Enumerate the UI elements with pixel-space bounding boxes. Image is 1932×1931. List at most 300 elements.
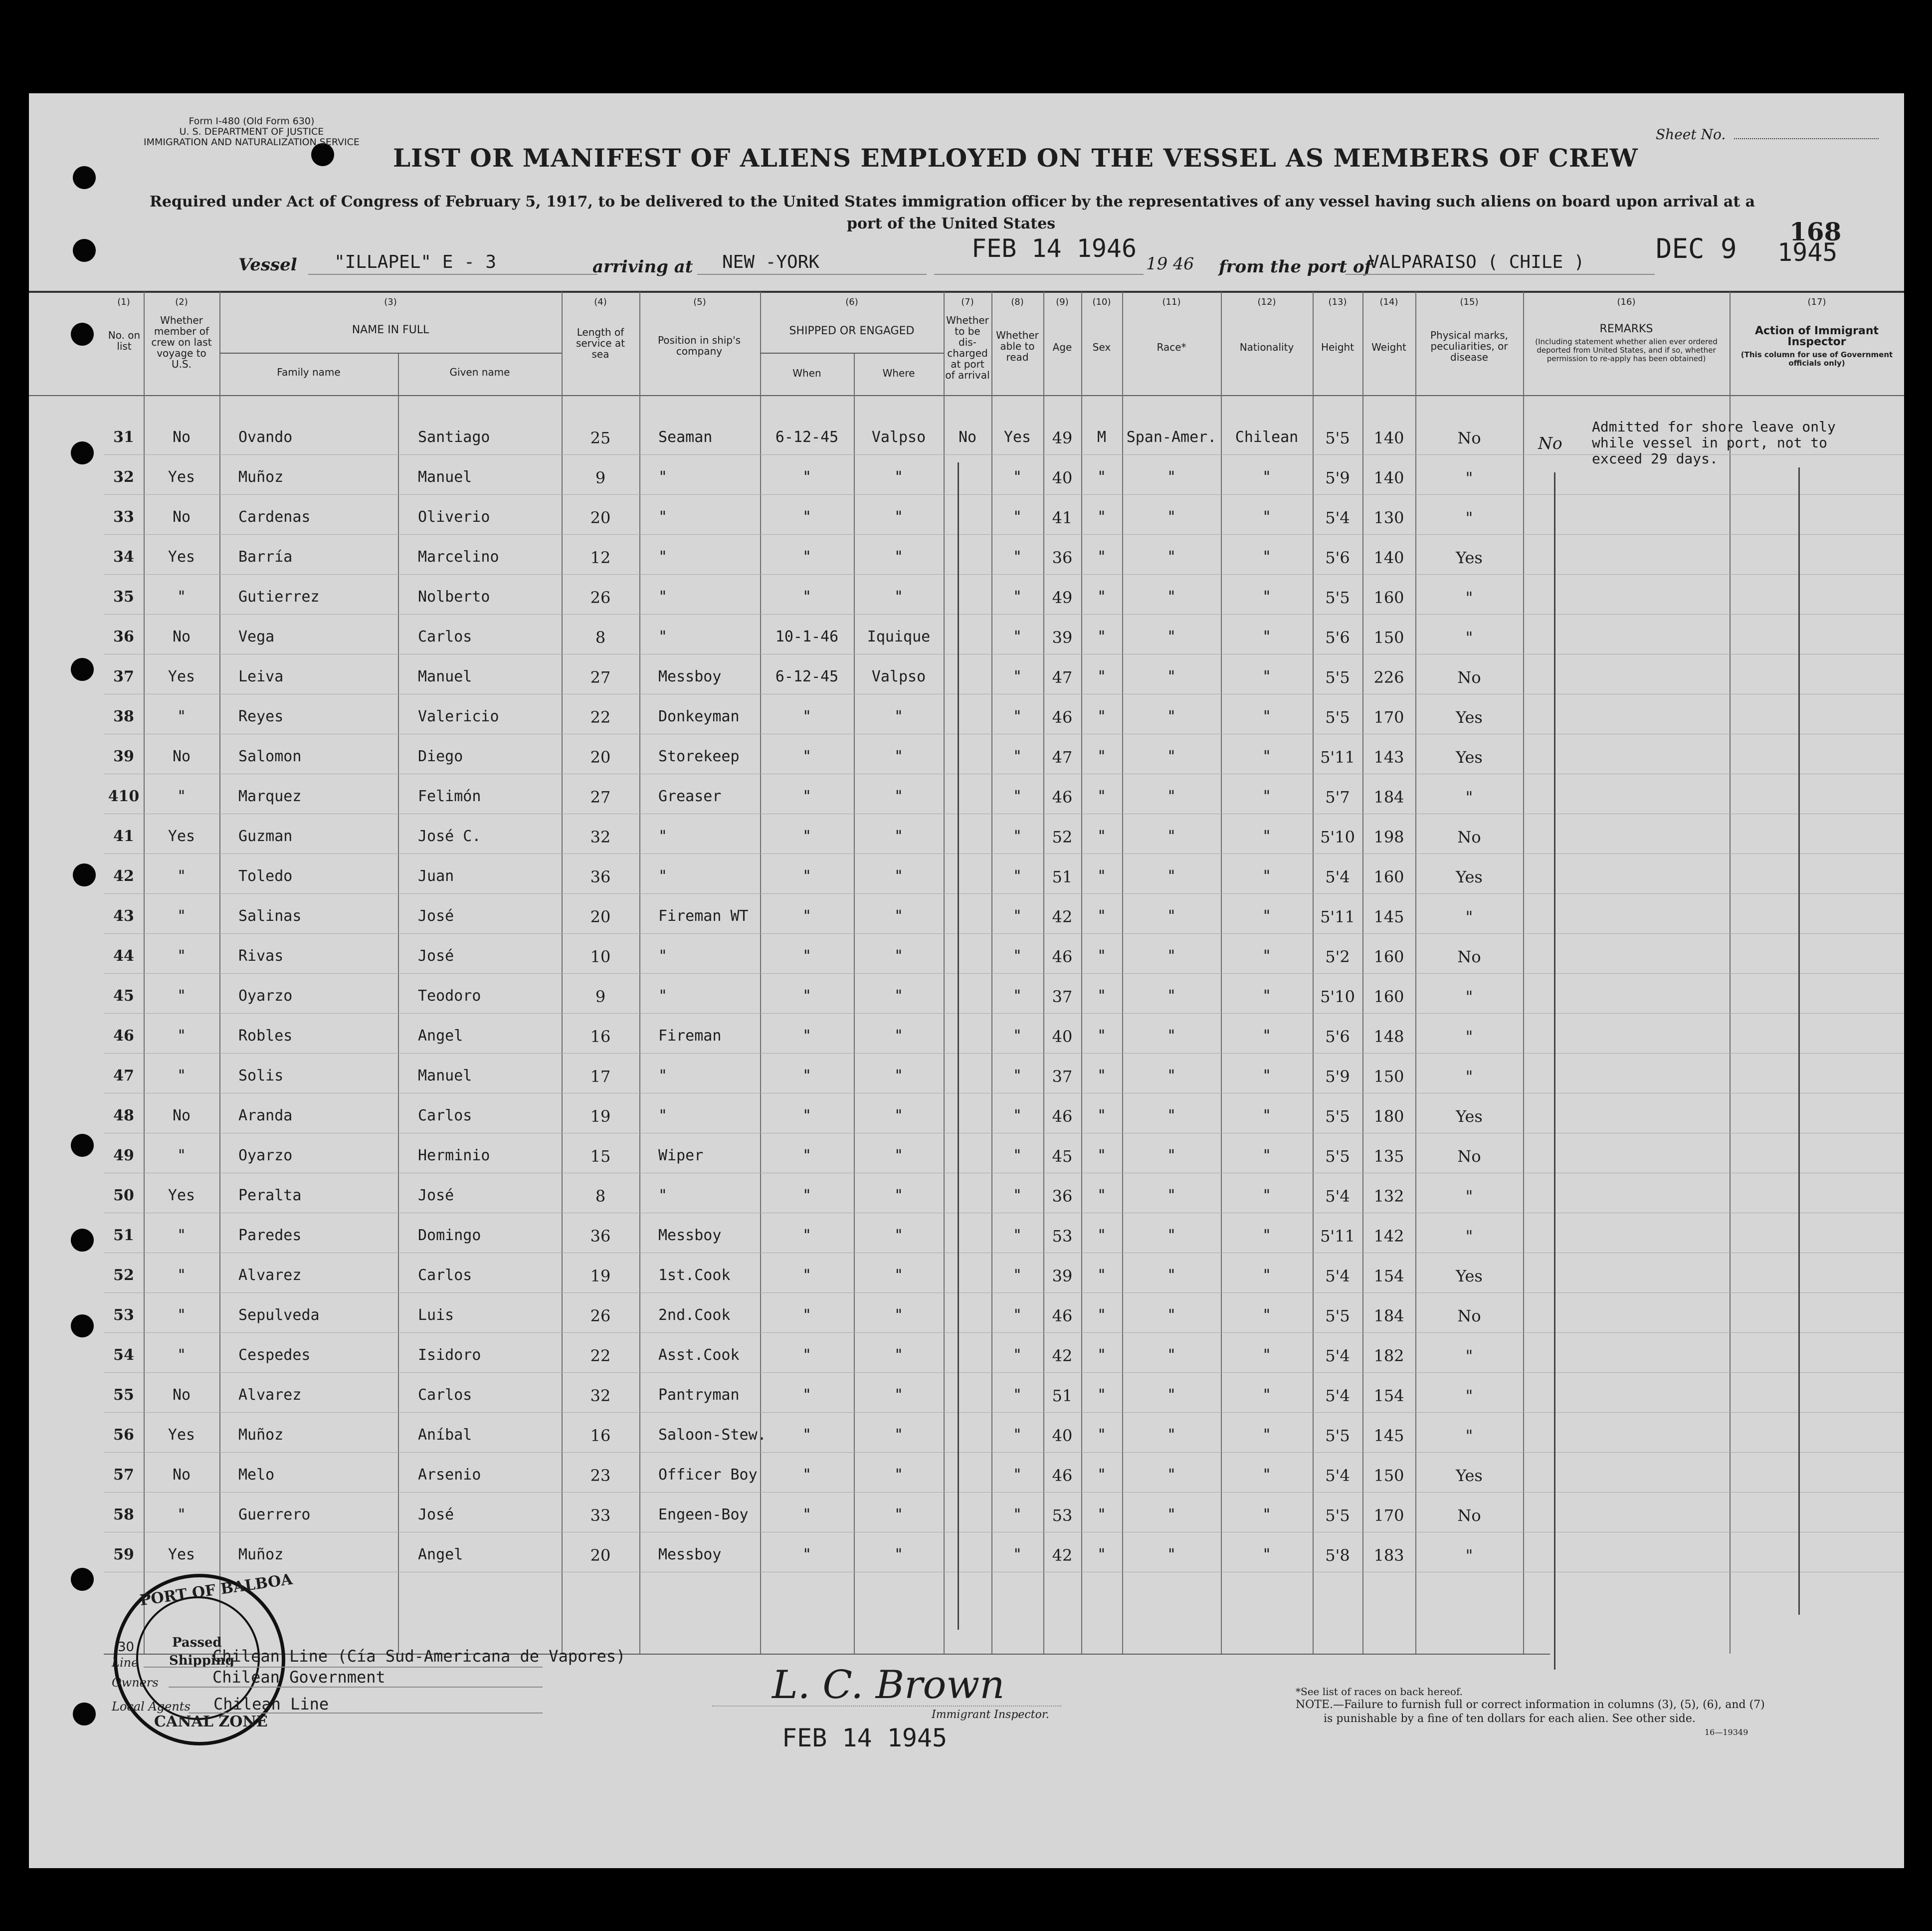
position-cell: Greaser xyxy=(658,788,722,805)
table-row xyxy=(29,1426,1525,1456)
race-cell: " xyxy=(1166,867,1176,885)
physical-marks-cell: " xyxy=(1465,1067,1473,1086)
length-service-cell: 8 xyxy=(595,1187,606,1206)
height-cell: 5'5 xyxy=(1325,1506,1350,1525)
weight-cell: 150 xyxy=(1373,1067,1404,1086)
table-row xyxy=(29,1187,1525,1217)
able-to-read-cell: " xyxy=(1012,947,1022,965)
family-name-cell: Peralta xyxy=(238,1187,302,1204)
col-num: (7) xyxy=(961,297,974,307)
arriving-value: NEW -YORK xyxy=(722,252,820,272)
age-cell: 42 xyxy=(1052,1546,1073,1565)
family-name-cell: Rivas xyxy=(238,947,284,965)
table-row xyxy=(29,1107,1525,1137)
inspector-signature: L. C. Brown xyxy=(772,1663,1005,1708)
height-cell: 5'6 xyxy=(1325,1027,1350,1046)
page-title: LIST OR MANIFEST OF ALIENS EMPLOYED ON THE VESSEL AS MEMBERS OF CREW xyxy=(393,143,1638,173)
table-row xyxy=(29,987,1525,1017)
member-last-voyage-cell: " xyxy=(177,708,187,725)
member-last-voyage-cell: Yes xyxy=(168,548,195,566)
length-service-cell: 20 xyxy=(590,907,611,926)
shipped-where-cell: Valpso xyxy=(871,429,926,446)
col-action-note: (This column for use of Government officials only) xyxy=(1740,350,1893,368)
table-row xyxy=(29,1546,1525,1576)
remarks-line-3: exceed 29 days. xyxy=(1592,450,1718,467)
col-num: (11) xyxy=(1162,297,1181,307)
family-name-cell: Muñoz xyxy=(238,1426,284,1444)
given-name-cell: Marcelino xyxy=(418,548,499,566)
position-cell: Officer Boy xyxy=(658,1466,758,1484)
col-sex: Sex xyxy=(1092,341,1111,353)
family-name-cell: Cardenas xyxy=(238,508,311,526)
given-name-cell: Oliverio xyxy=(418,508,490,526)
member-last-voyage-cell: " xyxy=(177,1147,187,1164)
weight-cell: 148 xyxy=(1373,1027,1404,1046)
binder-hole xyxy=(71,323,94,346)
member-last-voyage-cell: " xyxy=(177,1027,187,1045)
able-to-read-cell: Yes xyxy=(1003,429,1031,446)
col-whether-member: Whether member of crew on last voyage to U.S. xyxy=(151,314,212,370)
nationality-cell: " xyxy=(1262,1147,1272,1164)
able-to-read-cell: " xyxy=(1012,1346,1022,1364)
table-row xyxy=(29,508,1525,538)
length-service-cell: 19 xyxy=(590,1267,611,1286)
from-underline xyxy=(1346,274,1655,275)
length-service-cell: 16 xyxy=(590,1426,611,1445)
race-cell: " xyxy=(1166,1027,1176,1045)
height-cell: 5'11 xyxy=(1320,1227,1355,1246)
shipped-where-cell: " xyxy=(894,1067,904,1084)
given-name-cell: Carlos xyxy=(418,628,472,645)
race-cell: " xyxy=(1166,907,1176,925)
sex-cell: " xyxy=(1097,987,1107,1005)
sex-cell: " xyxy=(1097,508,1107,526)
age-cell: 47 xyxy=(1052,748,1073,767)
able-to-read-cell: " xyxy=(1012,1506,1022,1523)
shipped-when-cell: " xyxy=(802,1306,812,1324)
last-line-number: 30 xyxy=(118,1640,135,1655)
footer-note-2: NOTE.—Failure to furnish full or correct information in columns (3), (5), (6), and (7) xyxy=(1296,1699,1765,1711)
nationality-cell: " xyxy=(1262,708,1272,725)
height-cell: 5'7 xyxy=(1325,788,1350,807)
col-length-service: Length of service at sea xyxy=(576,326,625,360)
weight-cell: 184 xyxy=(1373,788,1404,807)
age-cell: 46 xyxy=(1052,708,1073,727)
vessel-value: "ILLAPEL" E - 3 xyxy=(334,252,497,272)
length-service-cell: 22 xyxy=(590,708,611,727)
weight-cell: 182 xyxy=(1373,1346,1404,1365)
sheet-number-line xyxy=(1734,138,1879,139)
position-cell: " xyxy=(658,987,668,1005)
table-row xyxy=(29,828,1525,858)
physical-marks-cell: Yes xyxy=(1456,548,1483,567)
row-rule xyxy=(104,1452,1904,1453)
family-name-cell: Muñoz xyxy=(238,468,284,486)
race-cell: " xyxy=(1166,1147,1176,1164)
age-cell: 51 xyxy=(1052,867,1073,886)
table-top-line xyxy=(29,291,1904,293)
weight-cell: 140 xyxy=(1373,468,1404,487)
length-service-cell: 19 xyxy=(590,1107,611,1126)
table-row xyxy=(29,1466,1525,1496)
col-nationality: Nationality xyxy=(1239,341,1294,353)
row-rule xyxy=(104,534,1904,535)
position-cell: Pantryman xyxy=(658,1386,740,1404)
given-name-cell: José C. xyxy=(418,828,481,845)
given-name-cell: Domingo xyxy=(418,1227,481,1244)
able-to-read-cell: " xyxy=(1012,1546,1022,1563)
able-to-read-cell: " xyxy=(1012,828,1022,845)
member-last-voyage-cell: Yes xyxy=(168,1187,195,1204)
length-service-cell: 20 xyxy=(590,748,611,767)
table-row xyxy=(29,748,1525,778)
nationality-cell: " xyxy=(1262,1227,1272,1244)
col-num: (4) xyxy=(594,297,607,307)
year-right: 1945 xyxy=(1777,238,1838,267)
position-cell: 1st.Cook xyxy=(658,1267,731,1284)
col-num: (12) xyxy=(1257,297,1276,307)
able-to-read-cell: " xyxy=(1012,1466,1022,1484)
member-last-voyage-cell: " xyxy=(177,1346,187,1364)
vessel-label: Vessel xyxy=(238,255,297,275)
race-cell: " xyxy=(1166,1107,1176,1124)
nationality-cell: " xyxy=(1262,548,1272,566)
height-cell: 5'4 xyxy=(1325,1267,1350,1286)
weight-cell: 135 xyxy=(1373,1147,1404,1166)
table-row xyxy=(29,947,1525,977)
sex-cell: " xyxy=(1097,1027,1107,1045)
sex-cell: " xyxy=(1097,1306,1107,1324)
weight-cell: 143 xyxy=(1373,748,1404,767)
length-service-cell: 15 xyxy=(590,1147,611,1166)
position-cell: Wiper xyxy=(658,1147,704,1164)
position-cell: " xyxy=(658,548,668,566)
binder-hole xyxy=(73,166,96,189)
physical-marks-cell: No xyxy=(1457,1506,1481,1525)
table-row xyxy=(29,1386,1525,1416)
nationality-cell: " xyxy=(1262,1187,1272,1204)
position-cell: " xyxy=(658,588,668,606)
weight-cell: 160 xyxy=(1373,867,1404,886)
shipped-where-cell: " xyxy=(894,1306,904,1324)
length-service-cell: 27 xyxy=(590,668,611,687)
physical-marks-cell: " xyxy=(1465,1027,1473,1046)
nationality-cell: " xyxy=(1262,1386,1272,1404)
physical-marks-cell: Yes xyxy=(1456,748,1483,767)
able-to-read-cell: " xyxy=(1012,1027,1022,1045)
row-number-cell: 46 xyxy=(113,1027,134,1045)
given-name-cell: Manuel xyxy=(418,468,472,486)
member-last-voyage-cell: No xyxy=(172,1386,191,1404)
table-row xyxy=(29,1067,1525,1097)
family-name-cell: Oyarzo xyxy=(238,987,293,1005)
race-cell: " xyxy=(1166,468,1176,486)
row-number-cell: 43 xyxy=(113,907,134,925)
height-cell: 5'5 xyxy=(1325,1107,1350,1126)
shipped-where-cell: " xyxy=(894,1506,904,1523)
length-service-cell: 20 xyxy=(590,508,611,527)
height-cell: 5'2 xyxy=(1325,947,1350,966)
position-cell: Saloon-Stew. xyxy=(658,1426,767,1444)
position-cell: 2nd.Cook xyxy=(658,1306,731,1324)
position-cell: " xyxy=(658,947,668,965)
weight-cell: 154 xyxy=(1373,1267,1404,1286)
family-name-cell: Alvarez xyxy=(238,1267,302,1284)
member-last-voyage-cell: " xyxy=(177,588,187,606)
shipped-where-cell: " xyxy=(894,1267,904,1284)
family-name-cell: Solis xyxy=(238,1067,284,1084)
sex-cell: " xyxy=(1097,1426,1107,1444)
row-rule xyxy=(104,1013,1904,1014)
weight-cell: 145 xyxy=(1373,907,1404,926)
stamp-inner-1: Passed xyxy=(172,1635,222,1650)
length-service-cell: 9 xyxy=(595,987,606,1006)
row-rule xyxy=(104,1412,1904,1413)
length-service-cell: 25 xyxy=(590,429,611,447)
age-cell: 46 xyxy=(1052,1306,1073,1325)
family-name-cell: Aranda xyxy=(238,1107,293,1124)
sex-cell: " xyxy=(1097,1227,1107,1244)
row-number-cell: 38 xyxy=(113,708,134,725)
row-rule xyxy=(104,933,1904,934)
shipped-where-cell: " xyxy=(894,1147,904,1164)
age-cell: 46 xyxy=(1052,1466,1073,1485)
position-cell: Messboy xyxy=(658,1227,722,1244)
member-last-voyage-cell: " xyxy=(177,788,187,805)
physical-marks-cell: " xyxy=(1465,628,1473,647)
given-name-cell: Carlos xyxy=(418,1386,472,1404)
able-to-read-cell: " xyxy=(1012,1426,1022,1444)
height-cell: 5'9 xyxy=(1325,468,1350,487)
shipped-when-cell: " xyxy=(802,588,812,606)
family-name-cell: Marquez xyxy=(238,788,302,805)
position-cell: Donkeyman xyxy=(658,708,740,725)
sex-cell: " xyxy=(1097,1147,1107,1164)
arriving-label: arriving at xyxy=(592,257,693,277)
col-age: Age xyxy=(1052,341,1072,353)
nationality-cell: " xyxy=(1262,828,1272,845)
manifest-sheet xyxy=(29,93,1904,1868)
row-number-cell: 410 xyxy=(108,788,140,805)
race-cell: " xyxy=(1166,508,1176,526)
row-number-cell: 51 xyxy=(113,1227,134,1244)
able-to-read-cell: " xyxy=(1012,1107,1022,1124)
shipped-when-cell: " xyxy=(802,947,812,965)
height-cell: 5'11 xyxy=(1320,907,1355,926)
sex-cell: " xyxy=(1097,628,1107,645)
able-to-read-cell: " xyxy=(1012,1227,1022,1244)
row-number-cell: 56 xyxy=(113,1426,134,1444)
row-rule xyxy=(104,893,1904,894)
given-name-cell: Arsenio xyxy=(418,1466,481,1484)
given-name-cell: Felimón xyxy=(418,788,481,805)
table-row xyxy=(29,867,1525,897)
shipped-where-cell: " xyxy=(894,1466,904,1484)
given-name-cell: José xyxy=(418,1506,454,1523)
sex-cell: " xyxy=(1097,1267,1107,1284)
able-to-read-cell: " xyxy=(1012,1187,1022,1204)
length-service-cell: 17 xyxy=(590,1067,611,1086)
shipped-where-cell: " xyxy=(894,788,904,805)
length-service-cell: 8 xyxy=(595,628,606,647)
shipped-when-cell: " xyxy=(802,1426,812,1444)
col-discharged: Whether to be dis-charged at port of arrival xyxy=(945,314,990,381)
age-cell: 46 xyxy=(1052,788,1073,807)
weight-cell: 170 xyxy=(1373,1506,1404,1525)
remarks-discharge-line xyxy=(958,462,959,1630)
shipped-when-cell: " xyxy=(802,1147,812,1164)
shipped-where-cell: " xyxy=(894,1027,904,1045)
sex-cell: " xyxy=(1097,867,1107,885)
sex-cell: " xyxy=(1097,1546,1107,1563)
length-service-cell: 12 xyxy=(590,548,611,567)
sex-cell: " xyxy=(1097,1466,1107,1484)
weight-cell: 145 xyxy=(1373,1426,1404,1445)
department-name: U. S. DEPARTMENT OF JUSTICE xyxy=(179,126,324,137)
weight-cell: 142 xyxy=(1373,1227,1404,1246)
table-row xyxy=(29,1306,1525,1336)
nationality-cell: " xyxy=(1262,468,1272,486)
sheet-number-label xyxy=(1656,126,1879,143)
physical-marks-cell: " xyxy=(1465,788,1473,807)
shipped-when-cell: " xyxy=(802,867,812,885)
nationality-cell: " xyxy=(1262,1107,1272,1124)
footer-agents-label: Local Agents xyxy=(112,1700,191,1714)
footer-owners-value: Chilean Government xyxy=(212,1668,386,1687)
row-number-cell: 41 xyxy=(113,828,134,845)
row-rule xyxy=(104,574,1904,575)
age-cell: 40 xyxy=(1052,468,1073,487)
footer-agents-underline xyxy=(189,1713,543,1714)
age-cell: 42 xyxy=(1052,907,1073,926)
member-last-voyage-cell: Yes xyxy=(168,1546,195,1563)
footer-agents-value: Chilean Line xyxy=(213,1695,329,1714)
able-to-read-cell: " xyxy=(1012,987,1022,1005)
length-service-cell: 10 xyxy=(590,947,611,966)
given-name-cell: Teodoro xyxy=(418,987,481,1005)
member-last-voyage-cell: Yes xyxy=(168,828,195,845)
row-number-cell: 39 xyxy=(113,748,134,765)
row-number-cell: 53 xyxy=(113,1306,134,1324)
given-name-cell: Luis xyxy=(418,1306,454,1324)
shipped-where-cell: " xyxy=(894,987,904,1005)
footer-owners-underline xyxy=(169,1687,543,1688)
height-cell: 5'9 xyxy=(1325,1067,1350,1086)
shipped-when-cell: " xyxy=(802,1027,812,1045)
signature-underline xyxy=(712,1706,1061,1707)
sex-cell: " xyxy=(1097,548,1107,566)
age-cell: 40 xyxy=(1052,1426,1073,1445)
position-cell: Messboy xyxy=(658,1546,722,1563)
position-cell: Seaman xyxy=(658,429,713,446)
member-last-voyage-cell: Yes xyxy=(168,668,195,685)
table-row xyxy=(29,628,1525,658)
height-cell: 5'4 xyxy=(1325,1346,1350,1365)
race-cell: " xyxy=(1166,1506,1176,1523)
sex-cell: " xyxy=(1097,1386,1107,1404)
position-cell: " xyxy=(658,468,668,486)
height-cell: 5'6 xyxy=(1325,628,1350,647)
row-number-cell: 59 xyxy=(113,1546,134,1563)
race-cell: " xyxy=(1166,668,1176,685)
table-row xyxy=(29,907,1525,937)
family-name-cell: Vega xyxy=(238,628,275,645)
sex-cell: " xyxy=(1097,1346,1107,1364)
remarks-long-line xyxy=(1798,467,1800,1615)
sex-cell: " xyxy=(1097,947,1107,965)
physical-marks-cell: " xyxy=(1465,1227,1473,1246)
shipped-where-cell: " xyxy=(894,1386,904,1404)
length-service-cell: 32 xyxy=(590,828,611,847)
year-label xyxy=(1146,254,1194,274)
race-cell: Span-Amer. xyxy=(1126,429,1217,446)
shipped-where-cell: " xyxy=(894,907,904,925)
col-divider xyxy=(1730,292,1731,1654)
able-to-read-cell: " xyxy=(1012,708,1022,725)
remarks-no-mark: No xyxy=(1538,433,1562,453)
table-row xyxy=(29,1227,1525,1257)
member-last-voyage-cell: " xyxy=(177,1506,187,1523)
age-cell: 39 xyxy=(1052,1267,1073,1286)
sheet-label-text: Sheet No. xyxy=(1656,126,1726,143)
member-last-voyage-cell: Yes xyxy=(168,468,195,486)
row-number-cell: 49 xyxy=(113,1147,134,1164)
row-rule xyxy=(104,1372,1904,1373)
member-last-voyage-cell: Yes xyxy=(168,1426,195,1444)
row-number-cell: 42 xyxy=(113,867,134,885)
physical-marks-cell: " xyxy=(1465,588,1473,607)
length-service-cell: 9 xyxy=(595,468,606,487)
nationality-cell: " xyxy=(1262,1546,1272,1563)
col-family-name: Family name xyxy=(277,366,341,378)
from-label: from the port of xyxy=(1219,257,1372,277)
physical-marks-cell: " xyxy=(1465,1546,1473,1565)
nationality-cell: " xyxy=(1262,1506,1272,1523)
height-cell: 5'10 xyxy=(1320,987,1355,1006)
position-cell: " xyxy=(658,508,668,526)
footer-line-value: Chilean Line (Cía Sud-Americana de Vapores) xyxy=(212,1647,626,1666)
family-name-cell: Guzman xyxy=(238,828,293,845)
vessel-underline xyxy=(308,274,597,275)
physical-marks-cell: " xyxy=(1465,1187,1473,1206)
given-name-cell: Nolberto xyxy=(418,588,490,606)
race-cell: " xyxy=(1166,788,1176,805)
col-able-read: Whether able to read xyxy=(996,329,1039,363)
able-to-read-cell: " xyxy=(1012,468,1022,486)
race-cell: " xyxy=(1166,548,1176,566)
col-num: (1) xyxy=(117,297,130,307)
nationality-cell: " xyxy=(1262,987,1272,1005)
table-row xyxy=(29,548,1525,578)
form-number: Form I-480 (Old Form 630) xyxy=(189,116,315,127)
weight-cell: 150 xyxy=(1373,628,1404,647)
shipped-where-cell: " xyxy=(894,828,904,845)
given-name-cell: Santiago xyxy=(418,429,490,446)
member-last-voyage-cell: No xyxy=(172,1107,191,1124)
height-cell: 5'4 xyxy=(1325,508,1350,527)
physical-marks-cell: No xyxy=(1457,429,1481,447)
row-rule xyxy=(104,614,1904,615)
stamp-outer-text: PORT OF BALBOA xyxy=(139,1570,294,1610)
row-number-cell: 44 xyxy=(113,947,134,965)
col-race: Race* xyxy=(1157,341,1186,353)
footer-form-code: 16—19349 xyxy=(1705,1727,1748,1737)
date-underline xyxy=(934,274,1144,275)
weight-cell: 184 xyxy=(1373,1306,1404,1325)
given-name-cell: Carlos xyxy=(418,1107,472,1124)
given-name-cell: Aníbal xyxy=(418,1426,472,1444)
age-cell: 37 xyxy=(1052,987,1073,1006)
